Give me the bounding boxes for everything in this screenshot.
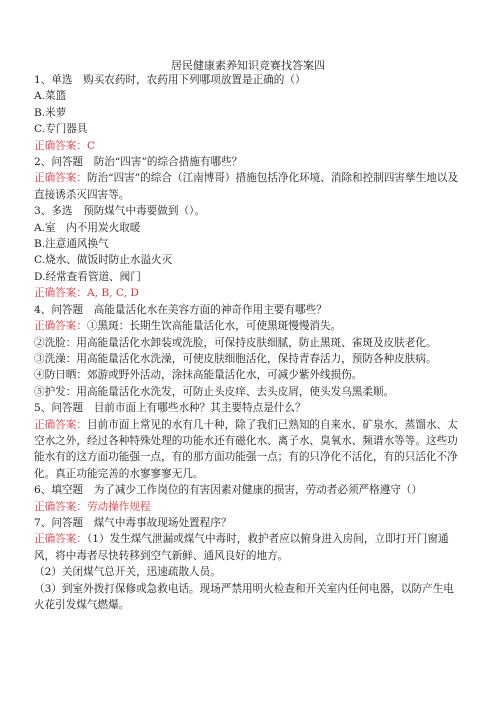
answer-label: 正确答案： bbox=[34, 139, 87, 152]
answer-paragraph: （3）到室外拨打保修或急救电话。现场严禁用明火检查和开关室内任何电器，以防产生电火花引发煤气燃爆。 bbox=[34, 582, 454, 611]
answer-7 bbox=[34, 531, 464, 564]
answer-label: 正确答案： bbox=[34, 418, 87, 431]
answer-paragraph: （2）关闭煤气总开关，迅速疏散人员。 bbox=[34, 566, 221, 579]
answer-6 bbox=[34, 499, 464, 515]
answer-label: 正确答案： bbox=[34, 172, 87, 185]
question-4: 4、问答题 高能量活化水在美容方面的神奇作用主要有哪些？ bbox=[34, 303, 327, 316]
answer-paragraph: ④防日晒：郊游或野外活动，涂抹高能量活化水，可减少紫外线损伤。 bbox=[34, 369, 363, 382]
option-c: C.专门器具 bbox=[34, 123, 88, 136]
option-a: A.室 内不用炭火取暖 bbox=[34, 221, 141, 234]
answer-4 bbox=[34, 318, 464, 334]
answer-text: 防治“四害”的综合（江南博哥）措施包括净化环境、消除和控制四害孳生地以及直接诱杀灭四害等。 bbox=[34, 172, 458, 201]
question-7: 7、问答题 煤气中毒事故现场处置程序？ bbox=[34, 516, 232, 529]
document-body bbox=[34, 72, 464, 613]
question-5: 5、问答题 目前市面上有哪些水种？其主要特点是什么？ bbox=[34, 402, 306, 415]
answer-2 bbox=[34, 170, 464, 203]
answer-5 bbox=[34, 417, 464, 483]
answer-label: 正确答案： bbox=[34, 500, 87, 513]
question-1: 1、单选 购买农药时，农药用下列哪项放置是正确的（） bbox=[34, 74, 306, 86]
option-a: A.菜篮 bbox=[34, 90, 67, 103]
option-b: B.注意通风换气 bbox=[34, 238, 109, 251]
answer-paragraph: ③洗澡：用高能量活化水洗澡，可使皮肤细胞活化，保持青春活力，预防各种皮肤病。 bbox=[34, 352, 437, 365]
answer-label: 正确答案： bbox=[34, 287, 87, 300]
answer-label: 正确答案： bbox=[34, 533, 87, 546]
option-b: B.米萝 bbox=[34, 106, 67, 119]
answer-paragraph: ②洗脸：用高能量活化水卸装或洗脸，可保持皮肤细腻，防止黑斑、雀斑及皮肤老化。 bbox=[34, 336, 437, 349]
answer-text: 目前市面上常见的水有几十种，除了我们已熟知的自来水、矿泉水、蒸馏水、太空水之外，经过各种特殊处理的功能水还有磁化水、离子水、臭氧水、频谱水等等。这些功能水有的这方面功能强一点，有的那方面功能强一点；有的只净化不活化，有的只活化不净化。真正功能完善的水寥寥寥无几。 bbox=[34, 418, 458, 480]
answer-3 bbox=[34, 285, 464, 301]
answer-paragraph: ⑤护发：用高能量活化水洗发，可防止头皮痒、去头皮屑，使头发乌黑柔顺。 bbox=[34, 385, 395, 398]
document-title: 居民健康素养知识竞赛找答案四 bbox=[171, 59, 325, 72]
answer-text: A, B, C, D bbox=[86, 287, 139, 300]
answer-label: 正确答案： bbox=[34, 320, 87, 333]
question-3: 3、多选 预防煤气中毒要做到（）。 bbox=[34, 205, 205, 218]
question-2: 2、问答题 防治“四害”的综合措施有哪些？ bbox=[34, 156, 243, 169]
option-c: C.烧水、做饭时防止水溢火灭 bbox=[34, 254, 173, 267]
answer-text: ①黑斑：长期生饮高能量活化水，可使黑斑慢慢消失。 bbox=[86, 320, 342, 333]
question-6: 6、填空题 为了减少工作岗位的有害因素对健康的损害，劳动者必须严格遵守（） bbox=[34, 484, 423, 497]
answer-text: 劳动操作规程 bbox=[86, 500, 151, 513]
option-d: D.经常查看管道、阀门 bbox=[34, 270, 141, 283]
answer-1 bbox=[34, 138, 464, 154]
answer-text: （1）发生煤气泄漏或煤气中毒时，救护者应以俯身进入房间，立即打开门窗通风，将中毒者尽快转移到空气新鲜、通风良好的地方。 bbox=[34, 533, 449, 562]
answer-text: C bbox=[86, 139, 96, 152]
